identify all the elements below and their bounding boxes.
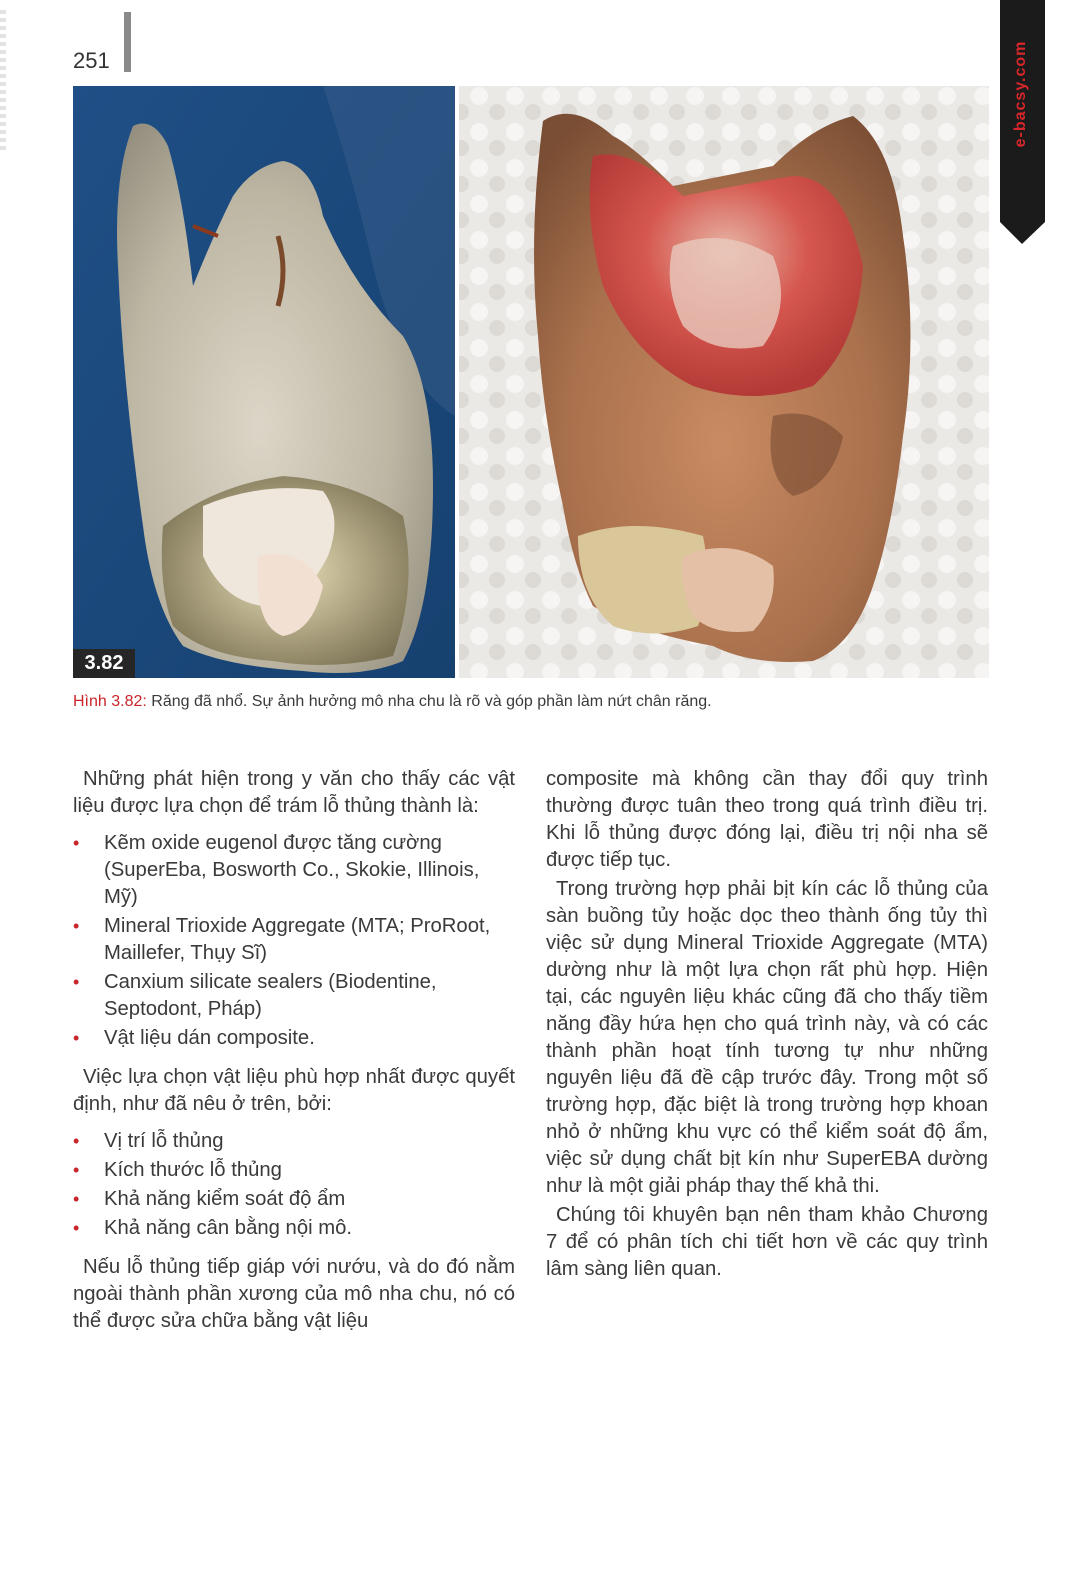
brand-tab-label: e-bacsy.com — [1012, 40, 1029, 148]
list-item: • Mineral Trioxide Aggregate (MTA; ProRoot, Maillefer, Thụy Sĩ) — [73, 913, 515, 967]
list-item: • Kẽm oxide eugenol được tăng cường (SuperEba, Bosworth Co., Skokie, Illinois, Mỹ) — [73, 830, 515, 911]
figure-3-82 — [73, 86, 989, 678]
factors-list — [73, 1128, 515, 1242]
right-column — [546, 766, 988, 1283]
figure-number-badge: 3.82 — [73, 649, 135, 678]
header-rule — [124, 12, 131, 72]
figure-caption — [73, 693, 712, 711]
closing-paragraph: Nếu lỗ thủng tiếp giáp với nướu, và do đó nằm ngoài thành phần xương của mô nha chu, nó có thể được sửa chữa bằng vật liệu — [73, 1256, 515, 1332]
left-column — [73, 766, 515, 1335]
list-item: • Kích thước lỗ thủng — [73, 1157, 515, 1184]
list-item: • Canxium silicate sealers (Biodentine, Septodont, Pháp) — [73, 969, 515, 1023]
caption-text: Răng đã nhổ. Sự ảnh hưởng mô nha chu là rõ và góp phần làm nứt chân răng. — [146, 693, 712, 710]
selection-paragraph: Việc lựa chọn vật liệu phù hợp nhất được quyết định, như đã nêu ở trên, bởi: — [73, 1066, 515, 1115]
page-number: 251 — [73, 48, 110, 73]
intro-paragraph: Những phát hiện trong y văn cho thấy các vật liệu được lựa chọn để trám lỗ thủng thành là: — [73, 768, 515, 817]
caption-label: Hình 3.82: — [73, 693, 147, 710]
list-item: • Vị trí lỗ thủng — [73, 1128, 515, 1155]
list-item: • Khả năng cân bằng nội mô. — [73, 1215, 515, 1242]
mta-paragraph: Trong trường hợp phải bịt kín các lỗ thủng của sàn buồng tủy hoặc dọc theo thành ống tủy thì việc sử dụng Mineral Trioxide Aggregate (MTA) dường như là một lựa chọn rất phù hợp. Hiện tại, các nguyên liệu khác cũng đã cho thấy tiềm năng đầy hứa hẹn cho quá trình này, và có các thành phần hoạt tính tương tự như những nguyên liệu đã đề cập trước đây. Trong một số trường hợp, đặc biệt là trong trường hợp khoan nhỏ ở những khu vực có thể kiểm soát độ ẩm, việc sử dụng chất bịt kín như SuperEBA dường như là một giải pháp thay thế khả thi. — [546, 878, 988, 1197]
continued-paragraph: composite mà không cần thay đổi quy trình thường được tuân theo trong quá trình điều trị. Khi lỗ thủng được đóng lại, điều trị nội nha sẽ được tiếp tục. — [546, 768, 988, 871]
list-item: • Khả năng kiểm soát độ ẩm — [73, 1186, 515, 1213]
list-item: • Vật liệu dán composite. — [73, 1025, 515, 1052]
reference-paragraph: Chúng tôi khuyên bạn nên tham khảo Chương 7 để có phân tích chi tiết hơn về các quy trình lâm sàng liên quan. — [546, 1204, 988, 1280]
materials-list — [73, 830, 515, 1052]
tooth-photographs — [73, 86, 989, 678]
page-edge-marks — [0, 10, 6, 150]
